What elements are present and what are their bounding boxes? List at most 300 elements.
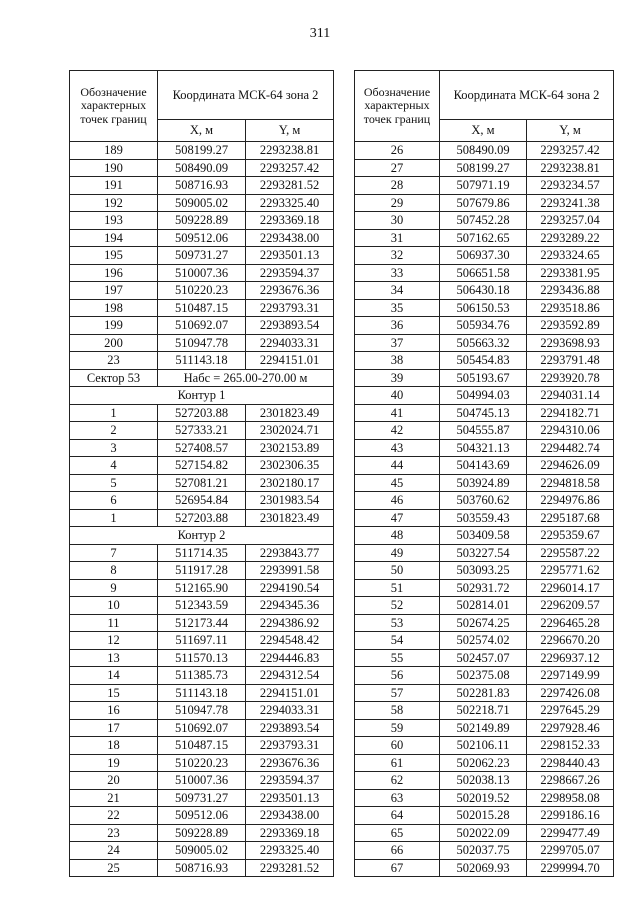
table-row [70, 544, 334, 562]
y-coordinate: 2293438.00 [246, 229, 334, 247]
point-number: 46 [355, 492, 440, 510]
contour-label: Контур 2 [70, 527, 334, 545]
header-designation: Обозначение характерных точек границ [70, 71, 158, 142]
table-row [355, 422, 614, 440]
point-number: 23 [70, 824, 158, 842]
point-number: 37 [355, 334, 440, 352]
x-coordinate: 502069.93 [440, 859, 527, 877]
point-number: 1 [70, 404, 158, 422]
y-coordinate: 2293369.18 [246, 824, 334, 842]
point-number: 17 [70, 719, 158, 737]
coordinates-table-right [354, 70, 614, 877]
table-row [355, 597, 614, 615]
x-coordinate: 508199.27 [158, 142, 246, 160]
x-coordinate: 510007.36 [158, 772, 246, 790]
x-coordinate: 505934.76 [440, 317, 527, 335]
y-coordinate: 2294386.92 [246, 614, 334, 632]
point-number: 36 [355, 317, 440, 335]
x-coordinate: 510692.07 [158, 317, 246, 335]
point-number: 33 [355, 264, 440, 282]
y-coordinate: 2293698.93 [527, 334, 614, 352]
y-coordinate: 2294548.42 [246, 632, 334, 650]
x-coordinate: 512173.44 [158, 614, 246, 632]
y-coordinate: 2293791.48 [527, 352, 614, 370]
point-number: 191 [70, 177, 158, 195]
point-number: 45 [355, 474, 440, 492]
y-coordinate: 2293381.95 [527, 264, 614, 282]
table-row [355, 264, 614, 282]
x-coordinate: 509731.27 [158, 247, 246, 265]
x-coordinate: 502106.11 [440, 737, 527, 755]
table-row [355, 632, 614, 650]
x-coordinate: 509731.27 [158, 789, 246, 807]
table-row [355, 404, 614, 422]
x-coordinate: 511697.11 [158, 632, 246, 650]
x-coordinate: 503559.43 [440, 509, 527, 527]
y-coordinate: 2302180.17 [246, 474, 334, 492]
y-coordinate: 2294446.83 [246, 649, 334, 667]
y-coordinate: 2298958.08 [527, 789, 614, 807]
y-coordinate: 2294482.74 [527, 439, 614, 457]
point-number: 3 [70, 439, 158, 457]
x-coordinate: 527203.88 [158, 404, 246, 422]
x-coordinate: 508199.27 [440, 159, 527, 177]
header-coordinate: Координата МСК-64 зона 2 [440, 71, 614, 120]
table-row [70, 859, 334, 877]
table-row [70, 247, 334, 265]
x-coordinate: 510220.23 [158, 282, 246, 300]
y-coordinate: 2293281.52 [246, 859, 334, 877]
point-number: 22 [70, 807, 158, 825]
table-row [70, 142, 334, 160]
table-row [355, 439, 614, 457]
y-coordinate: 2293518.86 [527, 299, 614, 317]
y-coordinate: 2293257.04 [527, 212, 614, 230]
x-coordinate: 504143.69 [440, 457, 527, 475]
point-number: 50 [355, 562, 440, 580]
point-number: 54 [355, 632, 440, 650]
table-row [355, 562, 614, 580]
table-row [70, 509, 334, 527]
point-number: 193 [70, 212, 158, 230]
y-coordinate: 2301823.49 [246, 404, 334, 422]
table-row [355, 772, 614, 790]
table-row [355, 527, 614, 545]
y-coordinate: 2293594.37 [246, 772, 334, 790]
table-body-right [355, 142, 614, 877]
point-number: 9 [70, 579, 158, 597]
point-number: 44 [355, 457, 440, 475]
x-coordinate: 511143.18 [158, 352, 246, 370]
x-coordinate: 503093.25 [440, 562, 527, 580]
x-coordinate: 508490.09 [440, 142, 527, 160]
y-coordinate: 2293241.38 [527, 194, 614, 212]
point-number: 27 [355, 159, 440, 177]
table-row [70, 177, 334, 195]
x-coordinate: 502015.28 [440, 807, 527, 825]
table-row [70, 684, 334, 702]
sector-label: Сектор 53 [70, 369, 158, 387]
point-number: 60 [355, 737, 440, 755]
table-row [355, 824, 614, 842]
x-coordinate: 510947.78 [158, 702, 246, 720]
table-row [70, 404, 334, 422]
table-row [70, 632, 334, 650]
point-number: 39 [355, 369, 440, 387]
point-number: 7 [70, 544, 158, 562]
y-coordinate: 2297149.99 [527, 667, 614, 685]
table-row [70, 212, 334, 230]
point-number: 190 [70, 159, 158, 177]
x-coordinate: 505454.83 [440, 352, 527, 370]
point-number: 192 [70, 194, 158, 212]
x-coordinate: 527203.88 [158, 509, 246, 527]
y-coordinate: 2293281.52 [246, 177, 334, 195]
x-coordinate: 502931.72 [440, 579, 527, 597]
y-coordinate: 2299186.16 [527, 807, 614, 825]
point-number: 14 [70, 667, 158, 685]
point-number: 41 [355, 404, 440, 422]
table-row [355, 859, 614, 877]
x-coordinate: 510487.15 [158, 737, 246, 755]
y-coordinate: 2296014.17 [527, 579, 614, 597]
point-number: 32 [355, 247, 440, 265]
table-row [70, 194, 334, 212]
y-coordinate: 2295187.68 [527, 509, 614, 527]
table-row [70, 719, 334, 737]
y-coordinate: 2293238.81 [527, 159, 614, 177]
point-number: 24 [70, 842, 158, 860]
table-row [70, 842, 334, 860]
point-number: 13 [70, 649, 158, 667]
y-coordinate: 2293501.13 [246, 247, 334, 265]
table-row [355, 387, 614, 405]
y-coordinate: 2302153.89 [246, 439, 334, 457]
x-coordinate: 508716.93 [158, 859, 246, 877]
y-coordinate: 2293325.40 [246, 194, 334, 212]
x-coordinate: 509228.89 [158, 824, 246, 842]
point-number: 10 [70, 597, 158, 615]
point-number: 40 [355, 387, 440, 405]
table-row [355, 299, 614, 317]
point-number: 4 [70, 457, 158, 475]
x-coordinate: 502019.52 [440, 789, 527, 807]
y-coordinate: 2299994.70 [527, 859, 614, 877]
y-coordinate: 2295359.67 [527, 527, 614, 545]
point-number: 63 [355, 789, 440, 807]
x-coordinate: 526954.84 [158, 492, 246, 510]
y-coordinate: 2294345.36 [246, 597, 334, 615]
y-coordinate: 2299705.07 [527, 842, 614, 860]
point-number: 20 [70, 772, 158, 790]
x-coordinate: 506430.18 [440, 282, 527, 300]
table-row [355, 737, 614, 755]
table-row [70, 614, 334, 632]
x-coordinate: 502375.08 [440, 667, 527, 685]
x-coordinate: 512165.90 [158, 579, 246, 597]
contour-row [70, 527, 334, 545]
y-coordinate: 2296465.28 [527, 614, 614, 632]
x-coordinate: 511385.73 [158, 667, 246, 685]
x-coordinate: 504745.13 [440, 404, 527, 422]
y-coordinate: 2293676.36 [246, 754, 334, 772]
y-coordinate: 2298152.33 [527, 737, 614, 755]
y-coordinate: 2296937.12 [527, 649, 614, 667]
table-row [355, 807, 614, 825]
point-number: 34 [355, 282, 440, 300]
table-row [355, 474, 614, 492]
y-coordinate: 2294976.86 [527, 492, 614, 510]
x-coordinate: 502814.01 [440, 597, 527, 615]
y-coordinate: 2295587.22 [527, 544, 614, 562]
x-coordinate: 502038.13 [440, 772, 527, 790]
y-coordinate: 2293257.42 [527, 142, 614, 160]
table-row [70, 264, 334, 282]
header-x: X, м [440, 120, 527, 142]
header-coordinate: Координата МСК-64 зона 2 [158, 71, 334, 120]
x-coordinate: 504555.87 [440, 422, 527, 440]
x-coordinate: 503409.58 [440, 527, 527, 545]
point-number: 53 [355, 614, 440, 632]
x-coordinate: 507162.65 [440, 229, 527, 247]
table-row [355, 702, 614, 720]
y-coordinate: 2298440.43 [527, 754, 614, 772]
y-coordinate: 2293893.54 [246, 317, 334, 335]
x-coordinate: 502149.89 [440, 719, 527, 737]
y-coordinate: 2294182.71 [527, 404, 614, 422]
header-y: Y, м [246, 120, 334, 142]
point-number: 198 [70, 299, 158, 317]
point-number: 51 [355, 579, 440, 597]
table-row [70, 667, 334, 685]
table-row [355, 649, 614, 667]
point-number: 38 [355, 352, 440, 370]
table-row [70, 422, 334, 440]
x-coordinate: 506651.58 [440, 264, 527, 282]
x-coordinate: 506937.30 [440, 247, 527, 265]
point-number: 61 [355, 754, 440, 772]
point-number: 67 [355, 859, 440, 877]
y-coordinate: 2293234.57 [527, 177, 614, 195]
table-row [70, 649, 334, 667]
point-number: 1 [70, 509, 158, 527]
y-coordinate: 2293436.88 [527, 282, 614, 300]
y-coordinate: 2293501.13 [246, 789, 334, 807]
point-number: 16 [70, 702, 158, 720]
y-coordinate: 2294033.31 [246, 702, 334, 720]
table-row [355, 509, 614, 527]
x-coordinate: 512343.59 [158, 597, 246, 615]
point-number: 200 [70, 334, 158, 352]
y-coordinate: 2293438.00 [246, 807, 334, 825]
table-row [355, 247, 614, 265]
x-coordinate: 511917.28 [158, 562, 246, 580]
point-number: 29 [355, 194, 440, 212]
point-number: 197 [70, 282, 158, 300]
point-number: 42 [355, 422, 440, 440]
table-row [355, 684, 614, 702]
y-coordinate: 2293592.89 [527, 317, 614, 335]
point-number: 59 [355, 719, 440, 737]
y-coordinate: 2298667.26 [527, 772, 614, 790]
table-row [355, 194, 614, 212]
table-row [70, 492, 334, 510]
table-row [355, 369, 614, 387]
y-coordinate: 2301983.54 [246, 492, 334, 510]
point-number: 49 [355, 544, 440, 562]
point-number: 23 [70, 352, 158, 370]
point-number: 31 [355, 229, 440, 247]
table-row [70, 824, 334, 842]
table-row [70, 702, 334, 720]
x-coordinate: 510220.23 [158, 754, 246, 772]
y-coordinate: 2294310.06 [527, 422, 614, 440]
y-coordinate: 2293238.81 [246, 142, 334, 160]
x-coordinate: 509005.02 [158, 842, 246, 860]
table-row [355, 754, 614, 772]
x-coordinate: 508490.09 [158, 159, 246, 177]
table-row [70, 299, 334, 317]
point-number: 18 [70, 737, 158, 755]
x-coordinate: 503760.62 [440, 492, 527, 510]
point-number: 25 [70, 859, 158, 877]
x-coordinate: 511143.18 [158, 684, 246, 702]
x-coordinate: 510692.07 [158, 719, 246, 737]
y-coordinate: 2293594.37 [246, 264, 334, 282]
x-coordinate: 502022.09 [440, 824, 527, 842]
x-coordinate: 505193.67 [440, 369, 527, 387]
contour-label: Контур 1 [70, 387, 334, 405]
point-number: 66 [355, 842, 440, 860]
table-row [355, 544, 614, 562]
y-coordinate: 2294312.54 [246, 667, 334, 685]
point-number: 19 [70, 754, 158, 772]
point-number: 64 [355, 807, 440, 825]
y-coordinate: 2294818.58 [527, 474, 614, 492]
y-coordinate: 2297645.29 [527, 702, 614, 720]
point-number: 15 [70, 684, 158, 702]
y-coordinate: 2302306.35 [246, 457, 334, 475]
point-number: 43 [355, 439, 440, 457]
point-number: 5 [70, 474, 158, 492]
table-row [70, 474, 334, 492]
point-number: 2 [70, 422, 158, 440]
x-coordinate: 510947.78 [158, 334, 246, 352]
x-coordinate: 511714.35 [158, 544, 246, 562]
y-coordinate: 2294151.01 [246, 352, 334, 370]
table-row [355, 352, 614, 370]
table-row [355, 789, 614, 807]
table-row [70, 352, 334, 370]
y-coordinate: 2294190.54 [246, 579, 334, 597]
point-number: 189 [70, 142, 158, 160]
point-number: 195 [70, 247, 158, 265]
table-row [355, 177, 614, 195]
y-coordinate: 2293325.40 [246, 842, 334, 860]
table-row [70, 807, 334, 825]
page-number: 311 [309, 26, 331, 41]
table-row [70, 229, 334, 247]
table-row [355, 614, 614, 632]
table-row [70, 737, 334, 755]
x-coordinate: 502574.02 [440, 632, 527, 650]
x-coordinate: 502037.75 [440, 842, 527, 860]
point-number: 65 [355, 824, 440, 842]
x-coordinate: 504994.03 [440, 387, 527, 405]
point-number: 47 [355, 509, 440, 527]
y-coordinate: 2293843.77 [246, 544, 334, 562]
table-row [70, 317, 334, 335]
header-x: X, м [158, 120, 246, 142]
y-coordinate: 2294033.31 [246, 334, 334, 352]
table-row [355, 842, 614, 860]
x-coordinate: 507971.19 [440, 177, 527, 195]
coordinates-table-left [69, 70, 334, 877]
table-row [355, 334, 614, 352]
table-row [70, 772, 334, 790]
table-row [355, 317, 614, 335]
table-row [70, 789, 334, 807]
table-row [355, 457, 614, 475]
point-number: 48 [355, 527, 440, 545]
point-number: 194 [70, 229, 158, 247]
point-number: 11 [70, 614, 158, 632]
y-coordinate: 2296670.20 [527, 632, 614, 650]
x-coordinate: 510007.36 [158, 264, 246, 282]
point-number: 62 [355, 772, 440, 790]
contour-row [70, 387, 334, 405]
point-number: 199 [70, 317, 158, 335]
table-row [70, 439, 334, 457]
point-number: 8 [70, 562, 158, 580]
x-coordinate: 527154.82 [158, 457, 246, 475]
y-coordinate: 2294151.01 [246, 684, 334, 702]
x-coordinate: 510487.15 [158, 299, 246, 317]
x-coordinate: 503227.54 [440, 544, 527, 562]
point-number: 56 [355, 667, 440, 685]
x-coordinate: 502457.07 [440, 649, 527, 667]
point-number: 12 [70, 632, 158, 650]
point-number: 55 [355, 649, 440, 667]
y-coordinate: 2293793.31 [246, 737, 334, 755]
table-row [355, 142, 614, 160]
table-row [355, 579, 614, 597]
x-coordinate: 507452.28 [440, 212, 527, 230]
x-coordinate: 509005.02 [158, 194, 246, 212]
x-coordinate: 503924.89 [440, 474, 527, 492]
x-coordinate: 527081.21 [158, 474, 246, 492]
table-row [70, 579, 334, 597]
point-number: 6 [70, 492, 158, 510]
x-coordinate: 509512.06 [158, 807, 246, 825]
point-number: 30 [355, 212, 440, 230]
point-number: 57 [355, 684, 440, 702]
x-coordinate: 508716.93 [158, 177, 246, 195]
x-coordinate: 507679.86 [440, 194, 527, 212]
table-row [355, 212, 614, 230]
x-coordinate: 504321.13 [440, 439, 527, 457]
y-coordinate: 2301823.49 [246, 509, 334, 527]
y-coordinate: 2293920.78 [527, 369, 614, 387]
point-number: 196 [70, 264, 158, 282]
y-coordinate: 2294626.09 [527, 457, 614, 475]
point-number: 58 [355, 702, 440, 720]
table-row [355, 667, 614, 685]
table-row [355, 229, 614, 247]
table-row [70, 754, 334, 772]
point-number: 21 [70, 789, 158, 807]
y-coordinate: 2293676.36 [246, 282, 334, 300]
